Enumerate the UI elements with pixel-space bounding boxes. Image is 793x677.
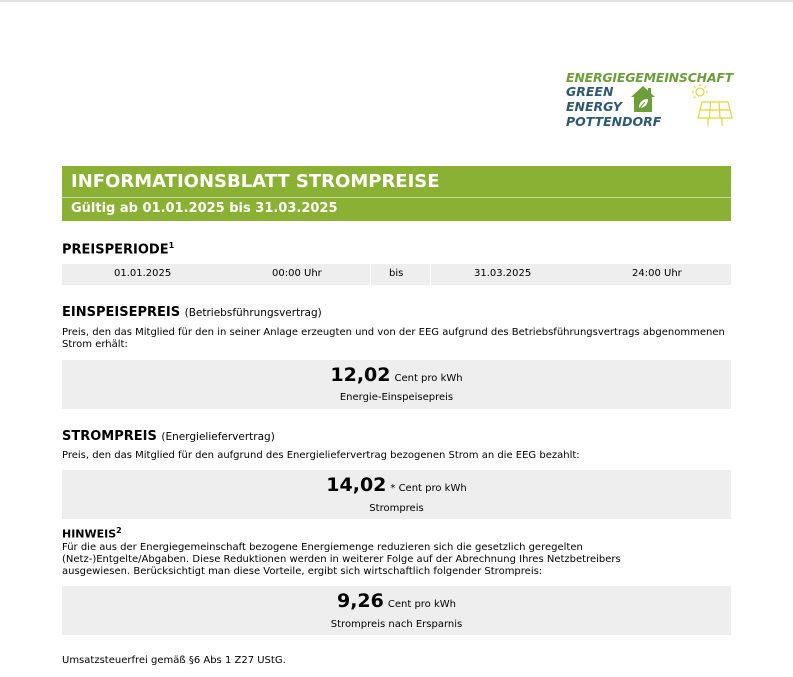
- einspeisepreis-unit: Cent pro kWh: [394, 373, 463, 384]
- strompreis-value: 14,02: [326, 474, 387, 496]
- einspeisepreis-label: Energie-Einspeisepreis: [339, 392, 454, 403]
- hinweis-unit: Cent pro kWh: [387, 599, 456, 610]
- start-date: 01.01.2025: [114, 268, 172, 279]
- validity-period: Gültig ab 01.01.2025 bis 31.03.2025: [71, 201, 338, 216]
- einspeisepreis-heading: [62, 305, 322, 320]
- strompreis-subheading: (Energieliefervertrag): [161, 431, 275, 443]
- period-divider: [370, 264, 371, 285]
- period-row: [62, 264, 731, 285]
- title-banner: [62, 166, 731, 221]
- footnote-marker: 1: [168, 241, 175, 250]
- top-divider: [0, 0, 793, 2]
- start-time: 00:00 Uhr: [272, 268, 322, 279]
- tax-note: Umsatzsteuerfrei gemäß §6 Abs 1 Z27 UStG.: [62, 655, 286, 666]
- einspeisepreis-heading-text: EINSPEISEPREIS: [62, 305, 181, 320]
- hinweis-heading-text: HINWEIS: [62, 527, 117, 541]
- hinweis-description: Für die aus der Energiegemeinschaft bezogene Energiemenge reduzieren sich die gesetzlich geregelten (Netz-)Entgelte/Abgaben. Diese Reduktionen werden in weiterer Folge auf der Abrechnung Ihres Netzbetreibers ausgewiesen. Berücksichtigt man diese Vorteile, ergibt sich wirtschaftlich folgender Strompreis:: [62, 542, 621, 577]
- banner-divider: [62, 197, 731, 198]
- strompreis-heading: [62, 429, 275, 444]
- logo-line-4: POTTENDORF: [566, 114, 662, 129]
- strompreis-description: Preis, den das Mitglied für den aufgrund des Energieliefervertrag bezogenen Strom an die EEG bezahlt:: [62, 450, 580, 461]
- einspeisepreis-box: [62, 360, 731, 409]
- einspeisepreis-description: Preis, den das Mitglied für den in seiner Anlage erzeugten und von der EEG aufgrund des Betriebsführungsvertrags abgenommenen Strom erhält:: [62, 327, 725, 350]
- logo-line-1: ENERGIEGEMEINSCHAFT: [566, 70, 734, 85]
- strompreis-heading-text: STROMPREIS: [62, 429, 157, 444]
- period-divider: [430, 264, 431, 285]
- end-time: 24:00 Uhr: [632, 268, 682, 279]
- strompreis-unit: * Cent pro kWh: [390, 483, 467, 494]
- solar-panel-icon: [688, 84, 734, 128]
- page-title: INFORMATIONSBLATT STROMPREISE: [71, 171, 440, 192]
- hinweis-heading: [62, 526, 122, 541]
- hinweis-value: 9,26: [336, 590, 384, 612]
- strompreis-label: Strompreis: [369, 503, 424, 514]
- end-date: 31.03.2025: [474, 268, 532, 279]
- einspeisepreis-value: 12,02: [330, 364, 391, 386]
- logo-line-2: GREEN: [566, 84, 614, 99]
- logo: [566, 70, 736, 130]
- strompreis-value-line: [62, 474, 731, 496]
- footnote-marker: 2: [116, 526, 122, 535]
- strompreis-box: [62, 470, 731, 519]
- preisperiode-heading-text: PREISPERIODE: [62, 242, 169, 258]
- hinweis-label: Strompreis nach Ersparnis: [330, 619, 463, 630]
- house-leaf-icon: [629, 84, 657, 114]
- logo-line-3: ENERGY: [566, 99, 622, 114]
- preisperiode-heading: [62, 241, 174, 257]
- einspeisepreis-subheading: (Betriebsführungsvertrag): [184, 307, 322, 319]
- einspeisepreis-value-line: [62, 364, 731, 386]
- period-separator: bis: [389, 268, 404, 279]
- hinweis-value-line: [62, 590, 731, 612]
- hinweis-box: [62, 586, 731, 635]
